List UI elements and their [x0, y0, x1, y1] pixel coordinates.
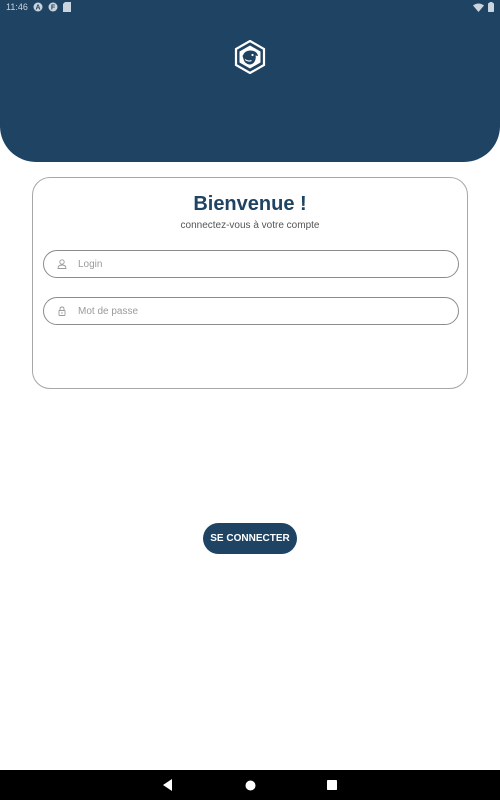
f-circle-icon — [48, 2, 58, 12]
status-bar — [0, 0, 500, 14]
connect-button[interactable]: SE CONNECTER — [203, 523, 297, 554]
status-bar-left — [6, 2, 71, 12]
status-time: 11:46 — [6, 2, 28, 12]
welcome-title: Bienvenue ! — [193, 193, 307, 215]
home-icon[interactable] — [243, 778, 257, 792]
password-field[interactable] — [43, 297, 459, 325]
sim-card-icon — [63, 2, 71, 12]
back-icon[interactable] — [161, 778, 175, 792]
login-input[interactable] — [78, 259, 438, 270]
a-circle-icon — [33, 2, 43, 12]
password-input[interactable] — [78, 306, 438, 317]
system-nav-bar — [0, 770, 500, 800]
svg-text:F: F — [50, 4, 55, 12]
svg-text:A: A — [35, 4, 41, 12]
battery-icon — [488, 2, 494, 12]
lock-icon — [56, 305, 68, 317]
panther-hexagon-logo — [233, 40, 267, 74]
user-icon — [56, 258, 68, 270]
wifi-icon — [473, 3, 484, 12]
login-card — [32, 177, 468, 389]
header-banner — [0, 0, 500, 162]
status-bar-right — [473, 2, 494, 12]
welcome-subtitle: connectez-vous à votre compte — [180, 220, 320, 231]
login-field[interactable] — [43, 250, 459, 278]
recents-icon[interactable] — [325, 778, 339, 792]
